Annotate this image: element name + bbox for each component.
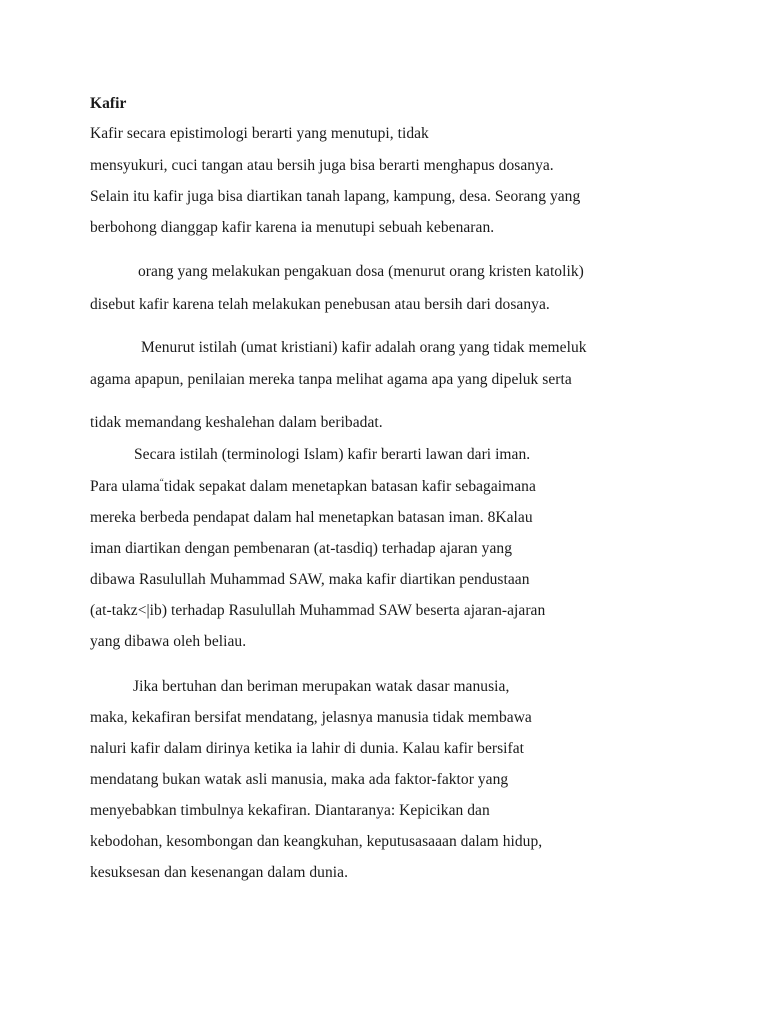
paragraph-line: kebodohan, kesombongan dan keangkuhan, keputusasaaan dalam hidup, [90,833,543,850]
paragraph-line: Jika bertuhan dan beriman merupakan watak dasar manusia, [133,678,510,695]
paragraph-line: berbohong dianggap kafir karena ia menutupi sebuah kebenaran. [90,219,495,236]
paragraph-line: Menurut istilah (umat kristiani) kafir adalah orang yang tidak memeluk [141,339,587,356]
paragraph-line: Secara istilah (terminologi Islam) kafir berarti lawan dari iman. [134,446,531,463]
paragraph-line: Kafir secara epistimologi berarti yang menutupi, tidak [90,125,429,142]
paragraph-line: yang dibawa oleh beliau. [90,633,247,650]
paragraph-line: mendatang bukan watak asli manusia, maka ada faktor-faktor yang [90,771,509,788]
paragraph-line: orang yang melakukan pengakuan dosa (menurut orang kristen katolik) [138,263,584,280]
paragraph-text: tidak sepakat dalam menetapkan batasan kafir sebagaimana [163,478,536,495]
paragraph-text: Para ulama [90,478,160,495]
paragraph-line: agama apapun, penilaian mereka tanpa melihat agama apa yang dipeluk serta [90,371,572,388]
document-title: Kafir [90,95,127,112]
paragraph-line [90,477,536,497]
paragraph-line: maka, kekafiran bersifat mendatang, jelasnya manusia tidak membawa [90,709,532,726]
paragraph-line: menyebabkan timbulnya kekafiran. Diantaranya: Kepicikan dan [90,802,490,819]
paragraph-line: dibawa Rasulullah Muhammad SAW, maka kafir diartikan pendustaan [90,571,530,588]
paragraph-line: (at-takz<|ib) terhadap Rasulullah Muhammad SAW beserta ajaran-ajaran [90,602,546,619]
paragraph-line: tidak memandang keshalehan dalam beribadat. [90,414,383,431]
paragraph-line: disebut kafir karena telah melakukan penebusan atau bersih dari dosanya. [90,296,550,313]
paragraph-line: iman diartikan dengan pembenaran (at-tasdiq) terhadap ajaran yang [90,540,512,557]
paragraph-line: mereka berbeda pendapat dalam hal menetapkan batasan iman. 8Kalau [90,509,533,526]
paragraph-line: mensyukuri, cuci tangan atau bersih juga bisa berarti menghapus dosanya. [90,157,554,174]
paragraph-line: Selain itu kafir juga bisa diartikan tanah lapang, kampung, desa. Seorang yang [90,188,581,205]
quote-mark: “ [159,476,164,487]
paragraph-line: kesuksesan dan kesenangan dalam dunia. [90,864,348,881]
paragraph-line: naluri kafir dalam dirinya ketika ia lahir di dunia. Kalau kafir bersifat [90,740,525,757]
